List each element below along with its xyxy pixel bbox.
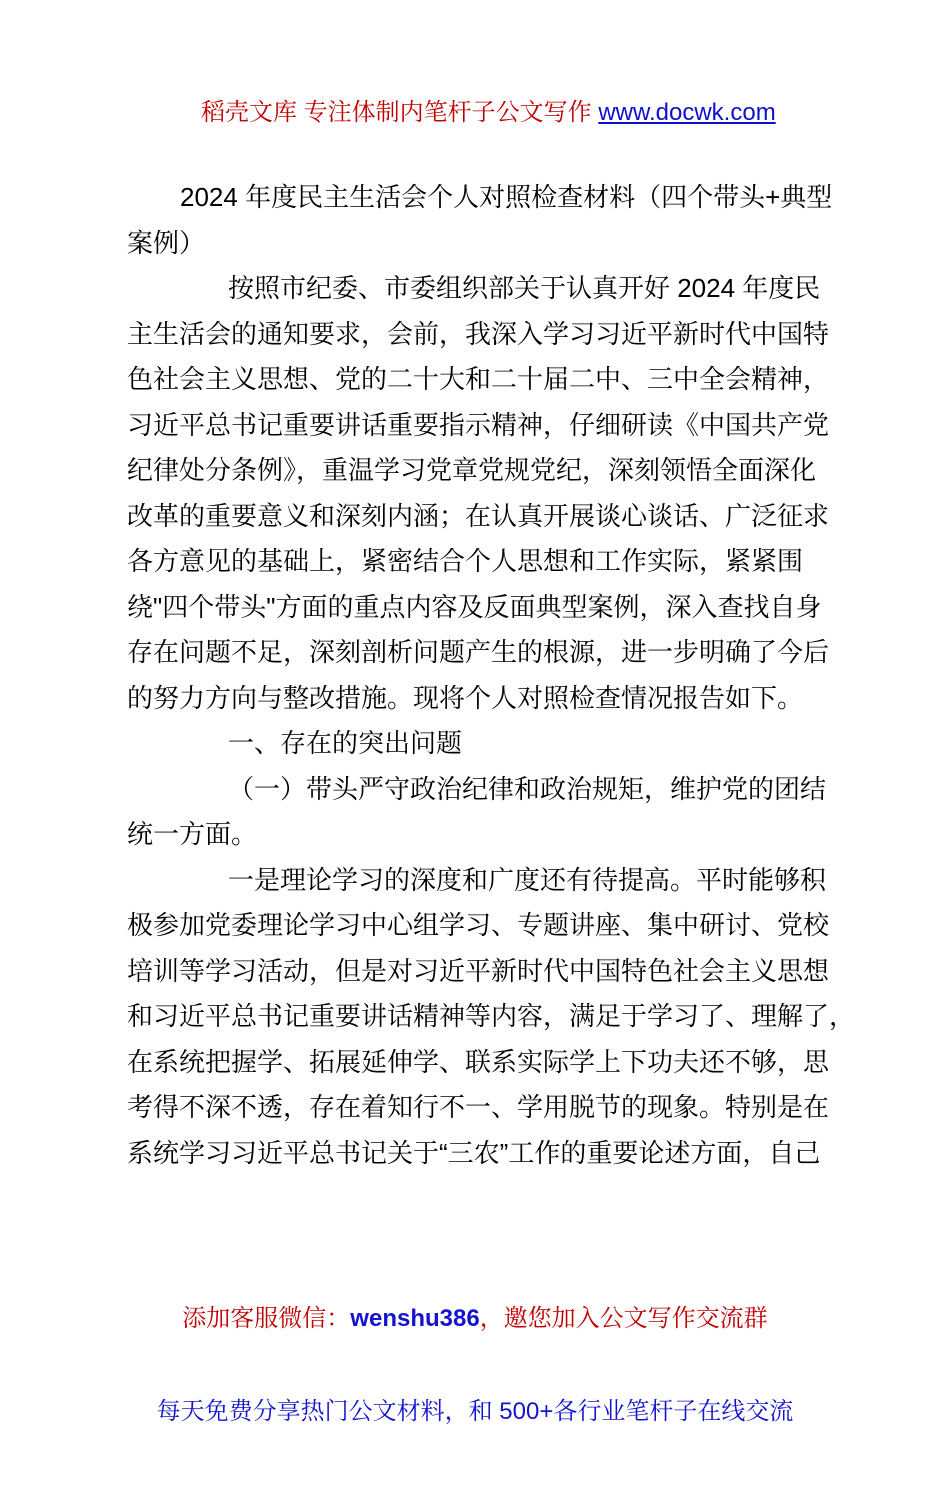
footer-line-1 [0,1303,950,1334]
document-line: 系统学习习近平总书记关于“三农”工作的重要论述方面，自己 [127,1137,821,1168]
document-line: 一、存在的突出问题 [228,728,463,758]
header-site-link[interactable]: www.docwk.com [598,99,776,126]
document-line: 培训等学习活动，但是对习近平新时代中国特色社会主义思想 [127,955,830,986]
footer-wechat-id: wenshu386 [350,1305,480,1332]
footer-invite-text: ，邀您加入公文写作交流群 [479,1305,768,1332]
document-body [127,175,856,1176]
document-line: 主生活会的通知要求，会前，我深入学习习近平新时代中国特 [127,318,830,349]
document-line: 习近平总书记重要讲话重要指示精神，仔细研读《中国共产党 [127,409,830,440]
document-line: 色社会主义思想、党的二十大和二十届二中、三中全会精神， [127,364,830,394]
footer-contact-text: 添加客服微信： [182,1305,351,1332]
document-line: 按照市纪委、市委组织部关于认真开好 2024 年度民 [228,273,821,303]
document-line: 纪律处分条例》，重温学习党章党规党纪，深刻领悟全面深化 [127,455,817,485]
document-line: 统一方面。 [127,819,258,849]
footer-promo [0,1241,950,1489]
header-promo [0,71,950,155]
document-line: 和习近平总书记重要讲话精神等内容，满足于学习了、理解了， [127,1001,856,1031]
document-line: 在系统把握学、拓展延伸学、联系实际学上下功夫还不够，思 [127,1046,830,1077]
document-line: 各方意见的基础上，紧密结合个人思想和工作实际，紧紧围 [127,546,804,576]
document-line: 的努力方向与整改措施。现将个人对照检查情况报告如下。 [127,682,804,713]
header-promo-text: 稻壳文库 专注体制内笔杆子公文写作 [200,99,599,126]
document-line: 绕"四个带头"方面的重点内容及反面典型案例，深入查找自身 [127,591,822,622]
footer-line-2: 每天免费分享热门公文材料，和 500+各行业笔杆子在线交流 [156,1398,794,1425]
document-title-line: 案例） [127,227,206,258]
document-line: 存在问题不足，深刻剖析问题产生的根源，进一步明确了今后 [127,637,830,667]
document-line: （一）带头严守政治纪律和政治规矩，维护党的团结 [228,773,827,804]
document-line: 一是理论学习的深度和广度还有待提高。平时能够积 [228,864,827,895]
document-line: 极参加党委理论学习中心组学习、专题讲座、集中研讨、党校 [127,910,830,940]
document-title-line: 2024 年度民主生活会个人对照检查材料（四个带头+典型 [180,182,833,212]
document-line: 考得不深不透，存在着知行不一、学用脱节的现象。特别是在 [127,1092,830,1122]
document-line: 改革的重要意义和深刻内涵；在认真开展谈心谈话、广泛征求 [127,500,830,531]
